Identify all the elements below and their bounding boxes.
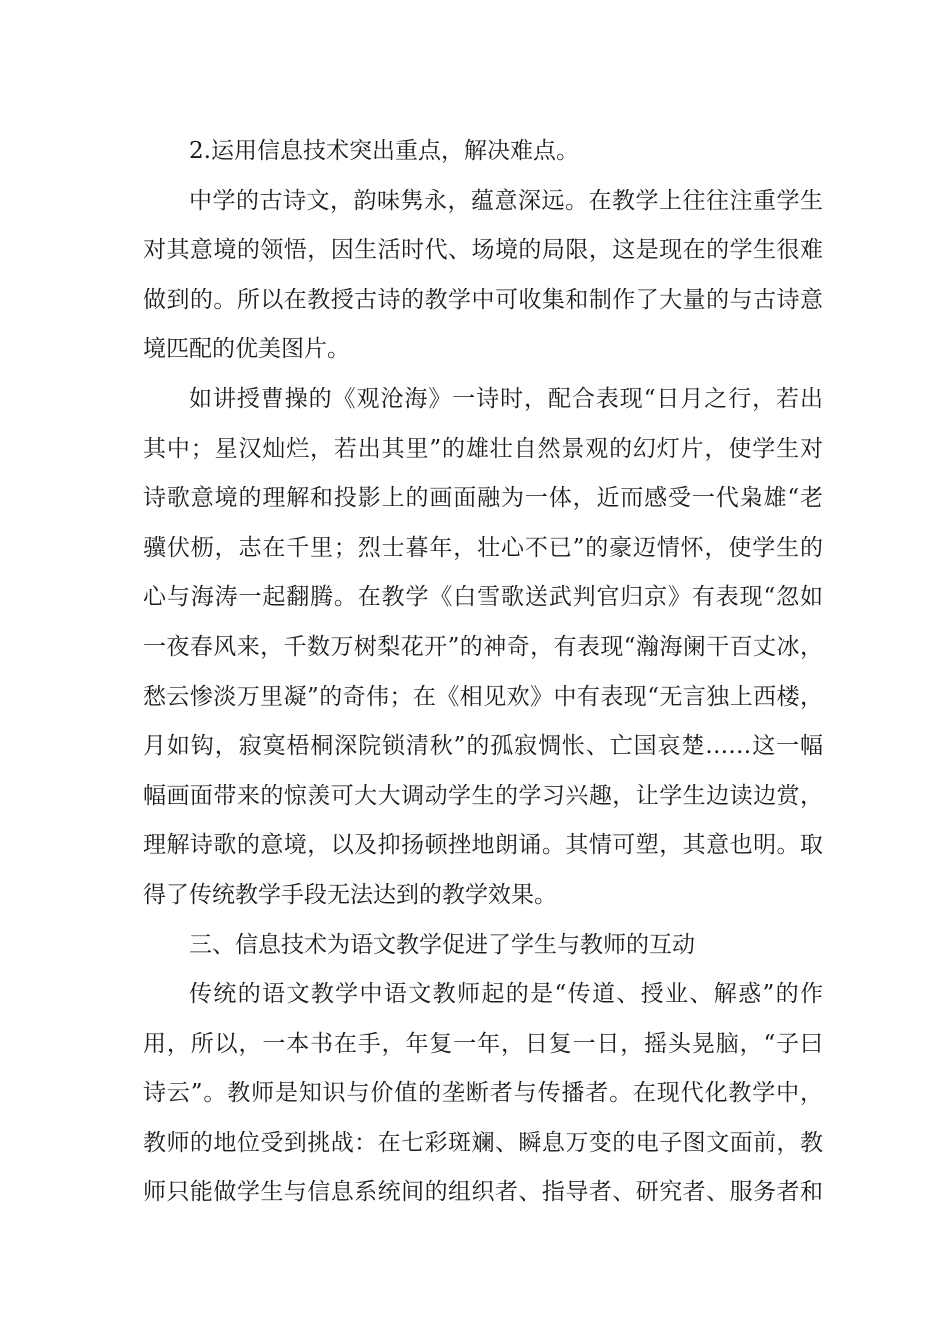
paragraph-line: 对其意境的领悟，因生活时代、场境的局限，这是现在的学生很难 <box>143 237 823 264</box>
paragraph-line: 用，所以，一本书在手，年复一年，日复一日，摇头晃脑，“子曰 <box>143 1030 823 1057</box>
paragraph-line: 愁云惨淡万里凝”的奇伟；在《相见欢》中有表现“无言独上西楼， <box>143 683 823 710</box>
paragraph-line: 境匹配的优美图片。 <box>143 336 350 363</box>
section-heading-3: 三、信息技术为语文教学促进了学生与教师的互动 <box>189 931 695 958</box>
paragraph-line: 心与海涛一起翻腾。在教学《白雪歌送武判官归京》有表现“忽如 <box>143 584 823 611</box>
section-heading-2: 2.运用信息技术突出重点，解决难点。 <box>189 138 579 164</box>
paragraph-line: 师只能做学生与信息系统间的组织者、指导者、研究者、服务者和 <box>143 1179 823 1206</box>
paragraph-line: 做到的。所以在教授古诗的教学中可收集和制作了大量的与古诗意 <box>143 286 823 313</box>
paragraph-line: 传统的语文教学中语文教师起的是“传道、授业、解惑”的作 <box>189 981 823 1008</box>
paragraph-line: 月如钩，寂寞梧桐深院锁清秋”的孤寂惆怅、亡国哀楚……这一幅 <box>143 733 823 760</box>
paragraph-line: 骥伏枥，志在千里；烈士暮年，壮心不已”的豪迈情怀，使学生的 <box>143 534 823 561</box>
paragraph-line: 一夜春风来，千数万树梨花开”的神奇，有表现“瀚海阑干百丈冰， <box>143 633 823 660</box>
document-body <box>143 127 823 1218</box>
paragraph-line: 教师的地位受到挑战：在七彩斑斓、瞬息万变的电子图文面前，教 <box>143 1129 823 1156</box>
paragraph-line: 诗云”。教师是知识与价值的垄断者与传播者。在现代化教学中， <box>143 1080 823 1107</box>
paragraph-line: 其中；星汉灿烂，若出其里”的雄壮自然景观的幻灯片，使学生对 <box>143 435 823 462</box>
paragraph-line: 理解诗歌的意境，以及抑扬顿挫地朗诵。其情可塑，其意也明。取 <box>143 832 823 859</box>
paragraph-line: 诗歌意境的理解和投影上的画面融为一体，近而感受一代枭雄“老 <box>143 485 823 512</box>
paragraph-line: 中学的古诗文，韵味隽永，蕴意深远。在教学上往往注重学生 <box>189 187 823 214</box>
paragraph-line: 幅画面带来的惊羡可大大调动学生的学习兴趣，让学生边读边赏， <box>143 782 823 809</box>
paragraph-line: 如讲授曹操的《观沧海》一诗时，配合表现“日月之行，若出 <box>189 385 823 412</box>
paragraph-line: 得了传统教学手段无法达到的教学效果。 <box>143 881 557 908</box>
